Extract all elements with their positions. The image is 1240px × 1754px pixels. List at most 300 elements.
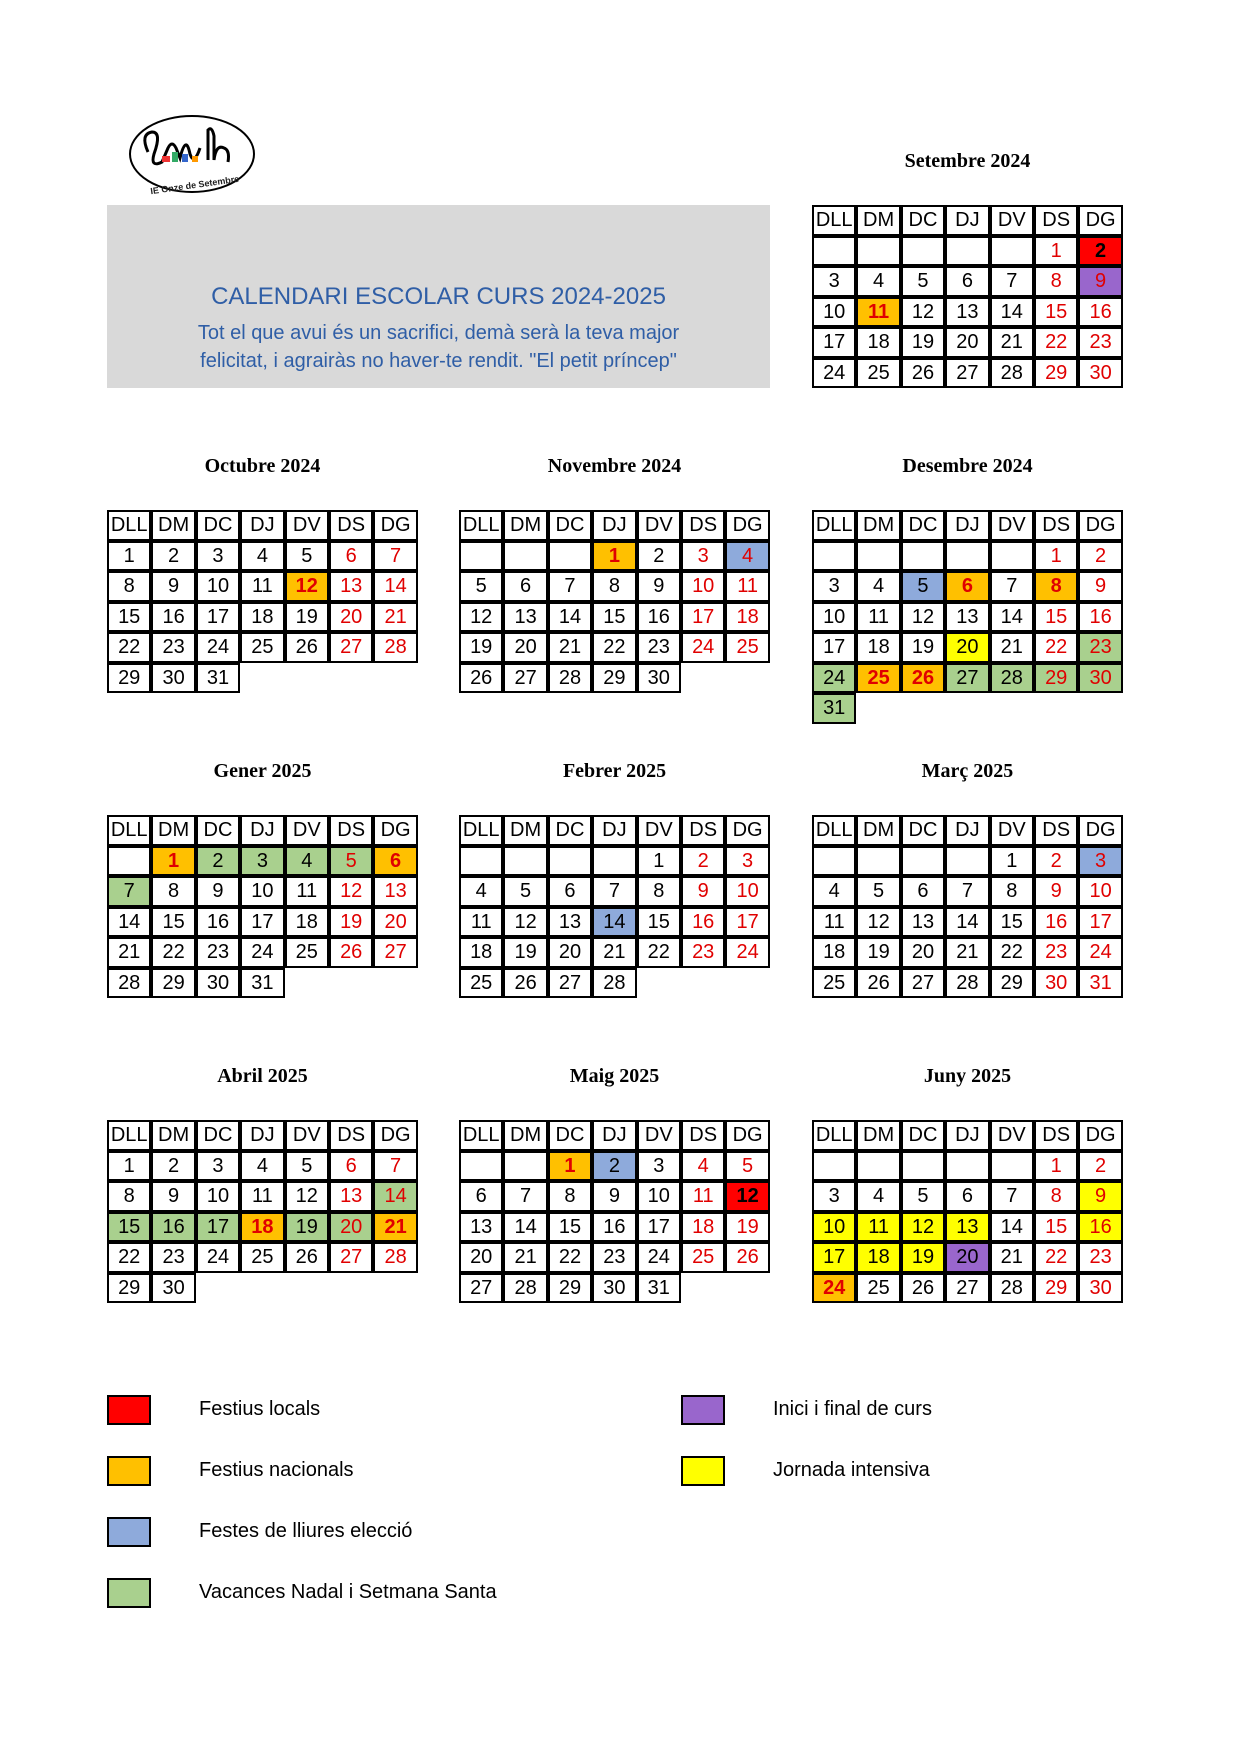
- day-cell: 28: [373, 1242, 417, 1273]
- empty-day-cell: [901, 846, 945, 877]
- weekday-header: DLL: [459, 510, 503, 541]
- day-cell: 4: [459, 876, 503, 907]
- day-cell: 21: [592, 937, 636, 968]
- day-cell: 24: [240, 937, 284, 968]
- weekday-header: DM: [151, 510, 195, 541]
- weekday-header: DLL: [812, 1120, 856, 1151]
- weekday-header: DG: [1078, 815, 1122, 846]
- empty-day-cell: [503, 1151, 547, 1182]
- legend-swatch: [681, 1395, 725, 1425]
- day-cell: 27: [459, 1273, 503, 1304]
- day-cell: 15: [151, 907, 195, 938]
- weekday-header: DC: [548, 510, 592, 541]
- day-cell: 30: [1078, 1273, 1122, 1304]
- day-cell: 24: [196, 632, 240, 663]
- day-cell: 18: [856, 632, 900, 663]
- month-title: Maig 2025: [569, 1065, 660, 1087]
- day-cell: 1: [1034, 1151, 1078, 1182]
- day-cell: 16: [151, 1212, 195, 1243]
- day-cell: 3: [637, 1151, 681, 1182]
- day-cell: 12: [285, 571, 329, 602]
- day-cell: 24: [812, 663, 856, 694]
- day-cell: 1: [107, 1151, 151, 1182]
- day-cell: 19: [285, 602, 329, 633]
- weekday-header: DJ: [240, 815, 284, 846]
- day-cell: 19: [285, 1212, 329, 1243]
- day-cell: 14: [990, 297, 1034, 328]
- legend-label: Vacances Nadal i Setmana Santa: [199, 1581, 497, 1603]
- day-cell: 7: [990, 571, 1034, 602]
- empty-day-cell: [812, 846, 856, 877]
- day-cell: 8: [592, 571, 636, 602]
- banner-quote: [107, 319, 770, 375]
- day-cell: 21: [990, 1242, 1034, 1273]
- day-cell: 25: [856, 358, 900, 389]
- empty-day-cell: [856, 541, 900, 572]
- day-cell: 29: [1034, 663, 1078, 694]
- day-cell: 23: [151, 632, 195, 663]
- day-cell: 8: [151, 876, 195, 907]
- day-cell: 16: [1034, 907, 1078, 938]
- day-cell: 7: [990, 266, 1034, 297]
- empty-day-cell: [901, 541, 945, 572]
- day-cell: 7: [548, 571, 592, 602]
- day-cell: 5: [901, 571, 945, 602]
- empty-day-cell: [901, 1151, 945, 1182]
- weekday-header: DJ: [592, 1120, 636, 1151]
- empty-day-cell: [945, 236, 989, 267]
- day-cell: 11: [856, 1212, 900, 1243]
- day-cell: 13: [329, 571, 373, 602]
- weekday-header: DG: [1078, 510, 1122, 541]
- day-cell: 18: [285, 907, 329, 938]
- day-cell: 28: [592, 968, 636, 999]
- weekday-header: DC: [196, 510, 240, 541]
- weekday-header: DV: [637, 815, 681, 846]
- day-cell: 18: [725, 602, 769, 633]
- weekday-header: DM: [151, 1120, 195, 1151]
- day-cell: 18: [812, 937, 856, 968]
- empty-day-cell: [945, 1151, 989, 1182]
- day-cell: 4: [681, 1151, 725, 1182]
- month-title: Novembre 2024: [547, 455, 682, 477]
- day-cell: 12: [329, 876, 373, 907]
- day-cell: 13: [329, 1181, 373, 1212]
- day-cell: 21: [990, 327, 1034, 358]
- weekday-header: DJ: [945, 510, 989, 541]
- day-cell: 3: [196, 541, 240, 572]
- quote-line-1: Tot el que avui és un sacrifici, demà serà la teva major: [197, 322, 680, 344]
- day-cell: 19: [901, 1242, 945, 1273]
- day-cell: 20: [945, 1242, 989, 1273]
- weekday-header: DV: [637, 510, 681, 541]
- weekday-header: DV: [990, 815, 1034, 846]
- weekday-header: DC: [196, 1120, 240, 1151]
- day-cell: 27: [945, 358, 989, 389]
- day-cell: 9: [1078, 1181, 1122, 1212]
- day-cell: 31: [637, 1273, 681, 1304]
- day-cell: 6: [329, 541, 373, 572]
- day-cell: 3: [812, 266, 856, 297]
- day-cell: 13: [901, 907, 945, 938]
- day-cell: 30: [1078, 358, 1122, 389]
- weekday-header: DV: [285, 815, 329, 846]
- empty-day-cell: [548, 846, 592, 877]
- day-cell: 19: [459, 632, 503, 663]
- day-cell: 9: [637, 571, 681, 602]
- weekday-header: DG: [725, 510, 769, 541]
- logo-text: IE Onze de Setembre: [149, 173, 240, 197]
- day-cell: 10: [637, 1181, 681, 1212]
- day-cell: 21: [945, 937, 989, 968]
- day-cell: 25: [285, 937, 329, 968]
- day-cell: 24: [812, 358, 856, 389]
- day-cell: 10: [725, 876, 769, 907]
- day-cell: 4: [240, 541, 284, 572]
- weekday-header: DV: [990, 1120, 1034, 1151]
- day-cell: 5: [285, 541, 329, 572]
- day-cell: 8: [1034, 1181, 1078, 1212]
- day-cell: 23: [1078, 1242, 1122, 1273]
- day-cell: 12: [901, 602, 945, 633]
- day-cell: 16: [1078, 1212, 1122, 1243]
- day-cell: 2: [637, 541, 681, 572]
- day-cell: 2: [1034, 846, 1078, 877]
- day-cell: 10: [812, 602, 856, 633]
- weekday-header: DV: [990, 510, 1034, 541]
- day-cell: 1: [107, 541, 151, 572]
- day-cell: 23: [1078, 327, 1122, 358]
- day-cell: 4: [285, 846, 329, 877]
- day-cell: 31: [240, 968, 284, 999]
- day-cell: 15: [107, 602, 151, 633]
- day-cell: 17: [196, 1212, 240, 1243]
- day-cell: 10: [1078, 876, 1122, 907]
- day-cell: 14: [503, 1212, 547, 1243]
- day-cell: 16: [1078, 297, 1122, 328]
- empty-day-cell: [990, 1151, 1034, 1182]
- weekday-header: DJ: [240, 510, 284, 541]
- day-cell: 1: [548, 1151, 592, 1182]
- weekday-header: DM: [503, 510, 547, 541]
- day-cell: 3: [812, 571, 856, 602]
- day-cell: 20: [901, 937, 945, 968]
- day-cell: 16: [1078, 602, 1122, 633]
- day-cell: 26: [856, 968, 900, 999]
- day-cell: 12: [285, 1181, 329, 1212]
- day-cell: 23: [681, 937, 725, 968]
- day-cell: 3: [196, 1151, 240, 1182]
- day-cell: 18: [240, 602, 284, 633]
- day-cell: 11: [681, 1181, 725, 1212]
- day-cell: 17: [812, 1242, 856, 1273]
- day-cell: 7: [990, 1181, 1034, 1212]
- day-cell: 14: [990, 1212, 1034, 1243]
- weekday-header: DC: [548, 815, 592, 846]
- day-cell: 8: [1034, 571, 1078, 602]
- day-cell: 28: [373, 632, 417, 663]
- day-cell: 19: [901, 632, 945, 663]
- day-cell: 17: [725, 907, 769, 938]
- day-cell: 4: [856, 1181, 900, 1212]
- empty-day-cell: [812, 1151, 856, 1182]
- day-cell: 13: [945, 1212, 989, 1243]
- day-cell: 9: [681, 876, 725, 907]
- day-cell: 22: [548, 1242, 592, 1273]
- day-cell: 7: [945, 876, 989, 907]
- month-title: Març 2025: [921, 760, 1014, 782]
- weekday-header: DG: [725, 815, 769, 846]
- day-cell: 6: [373, 846, 417, 877]
- day-cell: 5: [901, 266, 945, 297]
- day-cell: 17: [1078, 907, 1122, 938]
- day-cell: 26: [901, 663, 945, 694]
- weekday-header: DS: [681, 815, 725, 846]
- day-cell: 15: [107, 1212, 151, 1243]
- weekday-header: DLL: [812, 815, 856, 846]
- day-cell: 11: [856, 297, 900, 328]
- day-cell: 11: [240, 1181, 284, 1212]
- day-cell: 5: [459, 571, 503, 602]
- day-cell: 29: [990, 968, 1034, 999]
- weekday-header: DLL: [107, 1120, 151, 1151]
- day-cell: 16: [637, 602, 681, 633]
- weekday-header: DG: [373, 815, 417, 846]
- day-cell: 14: [373, 571, 417, 602]
- day-cell: 30: [637, 663, 681, 694]
- day-cell: 4: [725, 541, 769, 572]
- day-cell: 30: [592, 1273, 636, 1304]
- day-cell: 2: [1078, 236, 1122, 267]
- day-cell: 5: [856, 876, 900, 907]
- day-cell: 19: [329, 907, 373, 938]
- month-title: Abril 2025: [217, 1065, 308, 1087]
- empty-day-cell: [856, 1151, 900, 1182]
- day-cell: 8: [637, 876, 681, 907]
- day-cell: 27: [548, 968, 592, 999]
- day-cell: 14: [548, 602, 592, 633]
- day-cell: 21: [107, 937, 151, 968]
- day-cell: 21: [373, 602, 417, 633]
- weekday-header: DJ: [945, 1120, 989, 1151]
- weekday-header: DLL: [107, 510, 151, 541]
- legend-swatch: [107, 1395, 151, 1425]
- day-cell: 3: [1078, 846, 1122, 877]
- day-cell: 19: [503, 937, 547, 968]
- day-cell: 13: [945, 297, 989, 328]
- day-cell: 9: [592, 1181, 636, 1212]
- day-cell: 6: [945, 1181, 989, 1212]
- day-cell: 8: [548, 1181, 592, 1212]
- weekday-header: DG: [373, 1120, 417, 1151]
- day-cell: 21: [548, 632, 592, 663]
- day-cell: 13: [459, 1212, 503, 1243]
- legend-swatch: [107, 1456, 151, 1486]
- day-cell: 20: [329, 602, 373, 633]
- day-cell: 20: [548, 937, 592, 968]
- day-cell: 3: [681, 541, 725, 572]
- day-cell: 9: [1078, 266, 1122, 297]
- day-cell: 7: [503, 1181, 547, 1212]
- weekday-header: DG: [725, 1120, 769, 1151]
- weekday-header: DM: [503, 1120, 547, 1151]
- day-cell: 6: [459, 1181, 503, 1212]
- day-cell: 17: [812, 327, 856, 358]
- day-cell: 24: [196, 1242, 240, 1273]
- day-cell: 27: [329, 1242, 373, 1273]
- empty-day-cell: [812, 236, 856, 267]
- day-cell: 5: [901, 1181, 945, 1212]
- day-cell: 27: [329, 632, 373, 663]
- day-cell: 16: [196, 907, 240, 938]
- day-cell: 9: [196, 876, 240, 907]
- day-cell: 14: [373, 1181, 417, 1212]
- day-cell: 25: [240, 1242, 284, 1273]
- day-cell: 1: [592, 541, 636, 572]
- day-cell: 28: [990, 358, 1034, 389]
- day-cell: 26: [725, 1242, 769, 1273]
- day-cell: 29: [1034, 1273, 1078, 1304]
- day-cell: 23: [1034, 937, 1078, 968]
- day-cell: 21: [373, 1212, 417, 1243]
- day-cell: 4: [856, 266, 900, 297]
- day-cell: 25: [240, 632, 284, 663]
- day-cell: 18: [459, 937, 503, 968]
- day-cell: 28: [548, 663, 592, 694]
- day-cell: 28: [990, 663, 1034, 694]
- weekday-header: DM: [503, 815, 547, 846]
- day-cell: 11: [285, 876, 329, 907]
- legend-label: Festius nacionals: [199, 1459, 354, 1481]
- day-cell: 2: [592, 1151, 636, 1182]
- day-cell: 21: [990, 632, 1034, 663]
- day-cell: 7: [592, 876, 636, 907]
- day-cell: 22: [1034, 632, 1078, 663]
- weekday-header: DV: [990, 205, 1034, 236]
- day-cell: 17: [812, 632, 856, 663]
- day-cell: 25: [681, 1242, 725, 1273]
- empty-day-cell: [107, 846, 151, 877]
- empty-day-cell: [503, 846, 547, 877]
- day-cell: 15: [1034, 1212, 1078, 1243]
- empty-day-cell: [856, 846, 900, 877]
- day-cell: 22: [107, 632, 151, 663]
- day-cell: 10: [812, 1212, 856, 1243]
- day-cell: 19: [725, 1212, 769, 1243]
- day-cell: 25: [812, 968, 856, 999]
- empty-day-cell: [459, 846, 503, 877]
- header-banner: [107, 205, 770, 388]
- day-cell: 4: [812, 876, 856, 907]
- day-cell: 20: [373, 907, 417, 938]
- day-cell: 17: [240, 907, 284, 938]
- month-title: Octubre 2024: [204, 455, 321, 477]
- weekday-header: DJ: [592, 815, 636, 846]
- day-cell: 11: [856, 602, 900, 633]
- quote-line-2: felicitat, i agrairàs no haver-te rendit. "El petit príncep": [200, 350, 677, 372]
- day-cell: 10: [196, 571, 240, 602]
- day-cell: 31: [812, 693, 856, 724]
- day-cell: 23: [592, 1242, 636, 1273]
- day-cell: 31: [196, 663, 240, 694]
- day-cell: 8: [990, 876, 1034, 907]
- weekday-header: DC: [901, 510, 945, 541]
- day-cell: 29: [107, 1273, 151, 1304]
- day-cell: 29: [548, 1273, 592, 1304]
- day-cell: 6: [945, 266, 989, 297]
- day-cell: 30: [151, 1273, 195, 1304]
- weekday-header: DC: [548, 1120, 592, 1151]
- day-cell: 25: [856, 1273, 900, 1304]
- day-cell: 13: [945, 602, 989, 633]
- day-cell: 10: [240, 876, 284, 907]
- weekday-header: DG: [1078, 1120, 1122, 1151]
- day-cell: 27: [503, 663, 547, 694]
- month-title: Febrer 2025: [562, 760, 667, 782]
- day-cell: 13: [373, 876, 417, 907]
- day-cell: 9: [1078, 571, 1122, 602]
- day-cell: 30: [196, 968, 240, 999]
- weekday-header: DJ: [945, 205, 989, 236]
- day-cell: 23: [151, 1242, 195, 1273]
- day-cell: 5: [329, 846, 373, 877]
- day-cell: 5: [285, 1151, 329, 1182]
- day-cell: 5: [725, 1151, 769, 1182]
- day-cell: 6: [945, 571, 989, 602]
- day-cell: 23: [1078, 632, 1122, 663]
- day-cell: 23: [196, 937, 240, 968]
- empty-day-cell: [592, 846, 636, 877]
- day-cell: 28: [945, 968, 989, 999]
- day-cell: 2: [1078, 1151, 1122, 1182]
- weekday-header: DLL: [812, 510, 856, 541]
- day-cell: 22: [151, 937, 195, 968]
- day-cell: 24: [725, 937, 769, 968]
- day-cell: 28: [990, 1273, 1034, 1304]
- weekday-header: DV: [285, 510, 329, 541]
- empty-day-cell: [945, 846, 989, 877]
- empty-day-cell: [990, 236, 1034, 267]
- weekday-header: DG: [1078, 205, 1122, 236]
- weekday-header: DLL: [459, 815, 503, 846]
- day-cell: 28: [107, 968, 151, 999]
- day-cell: 2: [681, 846, 725, 877]
- day-cell: 8: [1034, 266, 1078, 297]
- day-cell: 20: [329, 1212, 373, 1243]
- day-cell: 18: [240, 1212, 284, 1243]
- day-cell: 4: [856, 571, 900, 602]
- weekday-header: DC: [901, 815, 945, 846]
- day-cell: 9: [1034, 876, 1078, 907]
- day-cell: 18: [856, 1242, 900, 1273]
- day-cell: 14: [107, 907, 151, 938]
- day-cell: 15: [592, 602, 636, 633]
- month-title: Juny 2025: [923, 1065, 1012, 1087]
- day-cell: 28: [503, 1273, 547, 1304]
- day-cell: 17: [196, 602, 240, 633]
- day-cell: 20: [503, 632, 547, 663]
- day-cell: 24: [1078, 937, 1122, 968]
- day-cell: 17: [637, 1212, 681, 1243]
- empty-day-cell: [901, 236, 945, 267]
- day-cell: 26: [503, 968, 547, 999]
- day-cell: 22: [1034, 327, 1078, 358]
- day-cell: 3: [725, 846, 769, 877]
- day-cell: 29: [592, 663, 636, 694]
- day-cell: 15: [1034, 602, 1078, 633]
- day-cell: 18: [681, 1212, 725, 1243]
- weekday-header: DG: [373, 510, 417, 541]
